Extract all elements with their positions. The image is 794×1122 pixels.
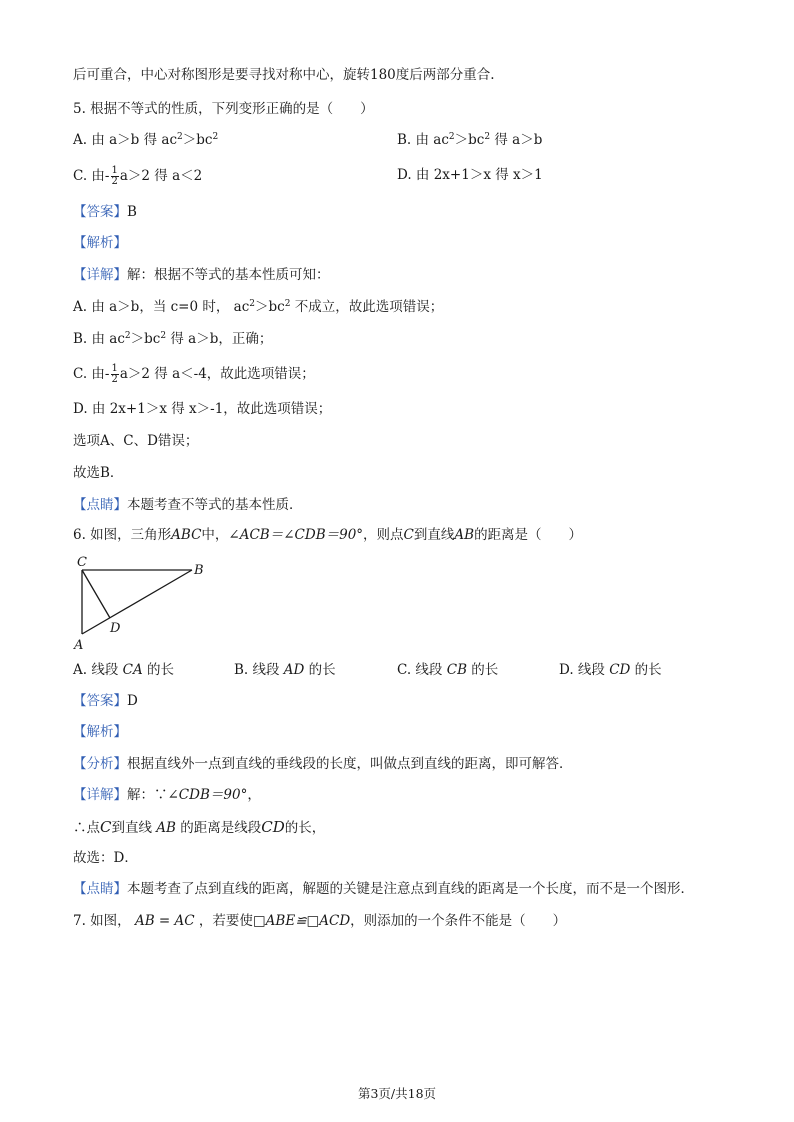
q5-option-c: C. 由- $\frac{1}{2}$ a＞2 得 a＜2 — [73, 165, 203, 187]
label-b: B — [194, 563, 204, 578]
q5-analysis-a: A. 由 a＞b，当 c=0 时， $ac^2>bc^2$ 不成立，故此选项错误； — [73, 299, 444, 315]
question-7-stem: 7. 如图， AB = AC ，若要使□ABE≌□ACD，则添加的一个条件不能是（ ） — [73, 913, 567, 929]
q6-option-a: A. 线段 CA 的长 — [73, 662, 175, 678]
label-a: A — [74, 638, 84, 653]
label-c: C — [77, 555, 87, 570]
q5-answer: 【答案】B — [73, 204, 137, 220]
q5-option-b: B. 由 $ac^2>bc^2$ 得 a＞b — [397, 132, 543, 148]
q6-fenxi: 【分析】根据直线外一点到直线的垂线段的长度，叫做点到直线的距离，即可解答． — [73, 756, 573, 772]
q6-dianjing: 【点睛】本题考查了点到直线的距离，解题的关键是注意点到直线的距离是一个长度，而不是一个图形． — [73, 881, 694, 897]
q5-dianjing: 【点睛】本题考查不等式的基本性质． — [73, 497, 303, 513]
q6-detail: 【详解】解：∵∠CDB＝90°， — [73, 787, 261, 803]
q6-option-b: B. 线段 AD 的长 — [234, 662, 336, 678]
q5-option-a: A. 由 a＞b 得 $ac^2>bc^2$ — [73, 132, 219, 148]
q5-choose: 选项A、C、D错误； — [73, 433, 199, 449]
q5-option-d: D. 由 2x+1＞x 得 x＞1 — [397, 167, 543, 183]
q6-option-d: D. 线段 CD 的长 — [559, 662, 662, 678]
question-6-stem: 6. 如图，三角形ABC中，∠ACB＝∠CDB＝90°，则点C到直线AB的距离是（ ） — [73, 527, 583, 543]
page-footer: 第3页/共18页 — [357, 1086, 437, 1101]
q6-answer: 【答案】D — [73, 693, 138, 709]
fraction: $\frac{1}{2}$ — [111, 165, 118, 187]
label-d: D — [110, 621, 121, 636]
triangle-figure — [70, 552, 220, 654]
q6-choose: 故选：D． — [73, 850, 138, 866]
question-5-stem: 5. 根据不等式的性质，下列变形正确的是（ ） — [73, 101, 374, 117]
q5-analysis-heading: 【解析】 — [73, 235, 127, 251]
q6-option-c: C. 线段 CB 的长 — [397, 662, 499, 678]
fraction: $\frac{1}{2}$ — [111, 363, 118, 385]
q5-analysis-d: D. 由 2x+1＞x 得 x＞-1，故此选项错误； — [73, 401, 332, 417]
q5-analysis-b: B. 由 $ac^2>bc^2$ 得 a＞b，正确； — [73, 331, 273, 347]
q5-detail: 【详解】解：根据不等式的基本性质可知： — [73, 267, 330, 283]
q5-final: 故选B． — [73, 465, 124, 481]
text-line: 后可重合，中心对称图形是要寻找对称中心，旋转180度后两部分重合. — [73, 67, 495, 83]
q6-analysis-heading: 【解析】 — [73, 724, 127, 740]
q5-analysis-c: C. 由- $\frac{1}{2}$ a＞2 得 a＜-4，故此选项错误； — [73, 363, 315, 385]
q6-therefore: ∴点C到直线 AB 的距离是线段CD的长， — [73, 818, 326, 836]
